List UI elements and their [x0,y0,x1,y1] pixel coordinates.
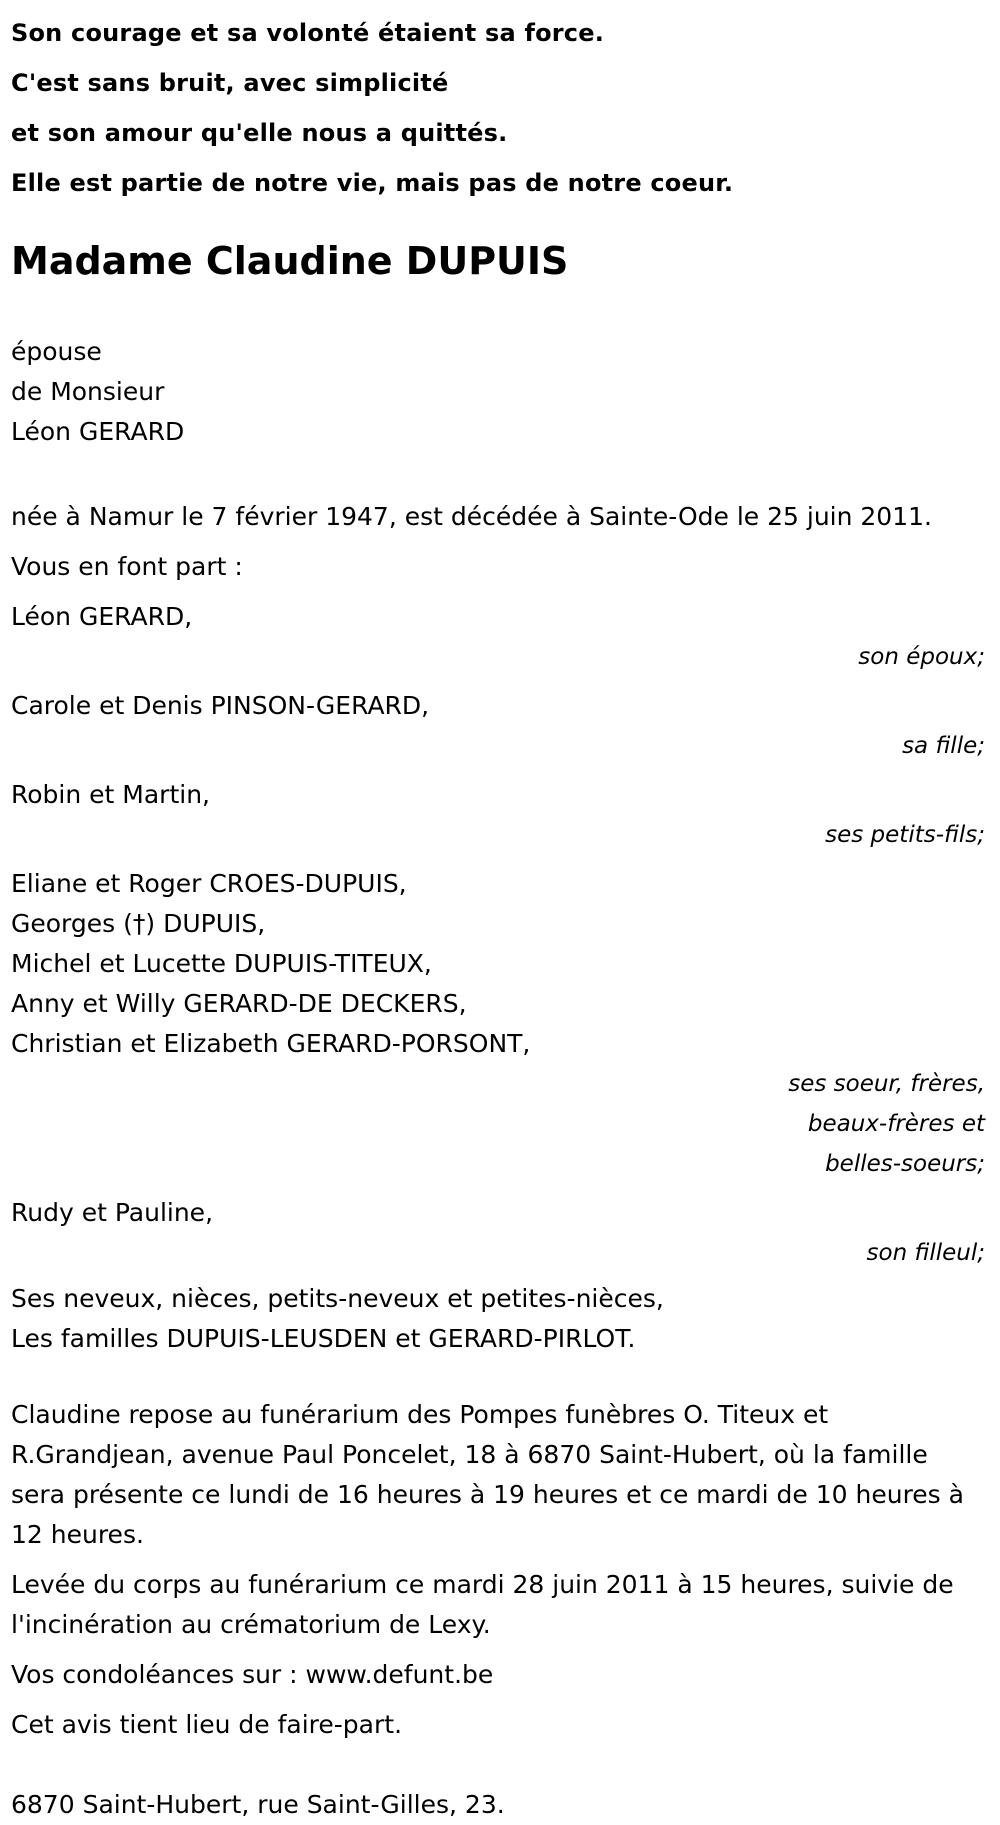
extended-family-line: Ses neveux, nièces, petits-neveux et petites-nièces, [11,1284,664,1313]
family-name-line: Michel et Lucette DUPUIS-TITEUX, [11,949,432,978]
spouse-name: Léon GERARD [11,417,185,446]
obituary-notice [0,8,1000,1819]
poem [11,8,989,208]
poem-line: et son amour qu'elle nous a quittés. [11,119,508,147]
poem-line: Son courage et sa volonté étaient sa force. [11,19,605,47]
family-entry [11,592,989,677]
family-name-line: Christian et Elizabeth GERARD-PORSONT, [11,1029,531,1058]
family-role-line: beaux-frères et [807,1111,985,1137]
family-names [11,681,989,726]
birth-death-statement: née à Namur le 7 février 1947, est décédée à Sainte-Ode le 25 juin 2011. [11,502,932,531]
spouse-line: de Monsieur [11,377,165,406]
family-name-line: Anny et Willy GERARD-DE DECKERS, [11,989,467,1018]
family-role-line: ses soeur, frères, [788,1071,985,1097]
family-entry [11,1188,989,1273]
family-role-line: son filleul; [866,1240,985,1266]
family-role-line: belles-soeurs; [825,1151,985,1177]
family-entry [11,681,989,766]
family-entry [11,770,989,855]
funeral-home-paragraph: Claudine repose au funérarium des Pompes funèbres O. Titeux et R.Grandjean, avenue Paul Poncelet, 18 à 6870 Saint-Hubert, où la famille sera présente ce lundi de 16 heures à 19 heures et ce mardi de 10 heures à 12 heures. [11,1400,964,1549]
extended-family-line: Les familles DUPUIS-LEUSDEN et GERARD-PIRLOT. [11,1324,636,1353]
spouse-line: épouse [11,337,102,366]
family-role [11,1064,989,1184]
poem-line: Elle est partie de notre vie, mais pas de notre coeur. [11,169,734,197]
family-role [11,1233,989,1273]
family-names [11,592,989,637]
family-names [11,1188,989,1233]
family-role [11,726,989,766]
family-name-line: Léon GERARD, [11,602,193,631]
family-role-line: sa fille; [902,733,985,759]
family-address: 6870 Saint-Hubert, rue Saint-Gilles, 23. [11,1790,505,1819]
extended-family [11,1279,989,1359]
family-names [11,859,989,1064]
announce-line: Vous en font part : [11,552,243,581]
deceased-name: Madame Claudine DUPUIS [11,239,569,283]
family-name-line: Georges (†) DUPUIS, [11,909,266,938]
family-name-line: Carole et Denis PINSON-GERARD, [11,691,430,720]
family-role [11,637,989,677]
condolences-line: Vos condoléances sur : www.defunt.be [11,1660,494,1689]
family-name-line: Eliane et Roger CROES-DUPUIS, [11,869,407,898]
ceremony-paragraph: Levée du corps au funérarium ce mardi 28 juin 2011 à 15 heures, suivie de l'incinération au crématorium de Lexy. [11,1570,954,1639]
family-name-line: Rudy et Pauline, [11,1198,214,1227]
spouse-block [11,332,989,452]
family-list [11,592,989,1273]
notice-line: Cet avis tient lieu de faire-part. [11,1710,403,1739]
poem-line: C'est sans bruit, avec simplicité [11,69,449,97]
family-role-line: son époux; [858,644,985,670]
family-role [11,815,989,855]
family-entry [11,859,989,1184]
family-name-line: Robin et Martin, [11,780,210,809]
family-names [11,770,989,815]
family-role-line: ses petits-fils; [825,822,985,848]
